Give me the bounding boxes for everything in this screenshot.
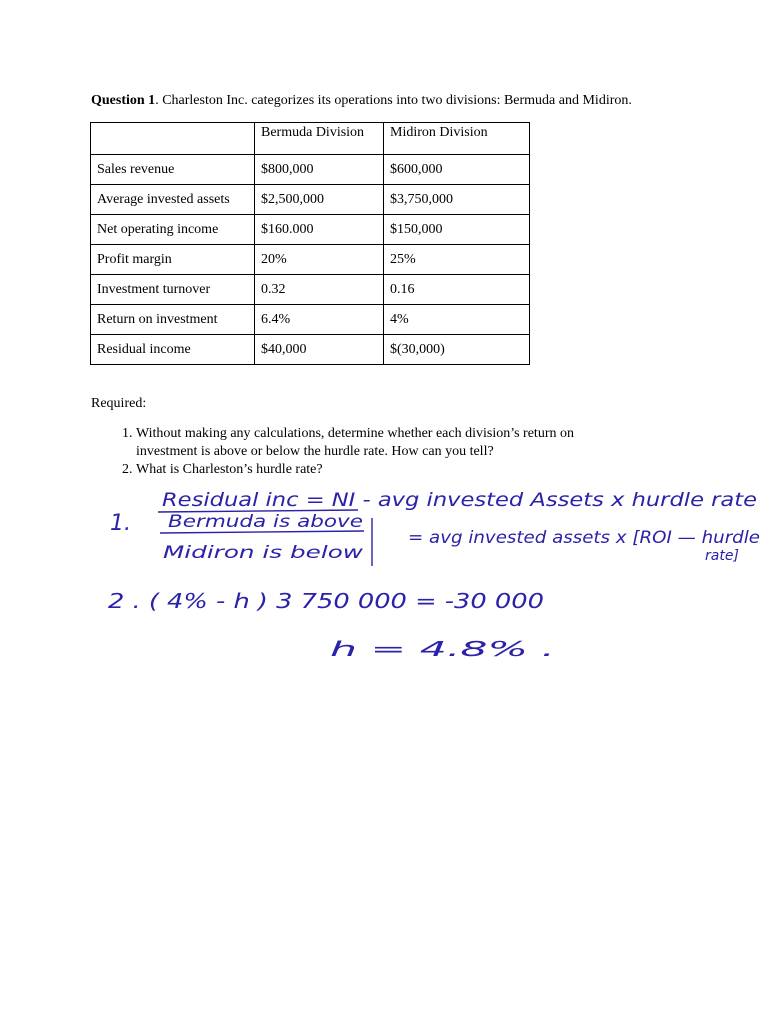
table-row [91, 215, 530, 245]
requirement-item: 2. What is Charleston’s hurdle rate? [136, 461, 636, 479]
bermuda-value: 6.4% [255, 305, 384, 335]
requirement-item: 1. Without making any calculations, determine whether each division’s return on investment is above or below the hurdle rate. How can you tell? [136, 425, 636, 461]
table-header-row [91, 123, 530, 155]
table-header-cell: Bermuda Division [255, 123, 384, 155]
handwriting-line-1: Residual inc = NI - avg invested Assets x hurdle rate [162, 489, 757, 511]
table-row [91, 155, 530, 185]
requirements-list [110, 425, 636, 479]
handwriting-bermuda: Bermuda is above [168, 512, 363, 532]
table-row [91, 275, 530, 305]
required-heading: Required: [91, 396, 147, 411]
bermuda-value: 20% [255, 245, 384, 275]
bermuda-value: $40,000 [255, 335, 384, 365]
handwriting-equation-2: h = 4.8% . [330, 637, 555, 661]
bermuda-value: $2,500,000 [255, 185, 384, 215]
bermuda-value: $160.000 [255, 215, 384, 245]
underline [158, 510, 358, 512]
table-row [91, 185, 530, 215]
row-label: Net operating income [91, 215, 255, 245]
table-row [91, 245, 530, 275]
bermuda-value: $800,000 [255, 155, 384, 185]
midiron-value: $(30,000) [384, 335, 530, 365]
row-label: Residual income [91, 335, 255, 365]
handwriting-equation-1: 2 . ( 4% - h ) 3 750 000 = -30 000 [108, 589, 544, 613]
row-label: Sales revenue [91, 155, 255, 185]
midiron-value: 25% [384, 245, 530, 275]
midiron-value: $3,750,000 [384, 185, 530, 215]
handwriting-line-2: = avg invested assets x [ROI — hurdle [408, 528, 760, 548]
table-header-cell [91, 123, 255, 155]
underline [160, 531, 364, 533]
question-heading [91, 93, 632, 109]
row-label: Return on investment [91, 305, 255, 335]
handwriting-midiron: Midiron is below [163, 543, 364, 563]
midiron-value: $600,000 [384, 155, 530, 185]
midiron-value: $150,000 [384, 215, 530, 245]
table-header-cell: Midiron Division [384, 123, 530, 155]
row-label: Average invested assets [91, 185, 255, 215]
question-label: Question 1 [91, 93, 156, 108]
table-row [91, 335, 530, 365]
division-table [90, 122, 530, 365]
handwriting-line-2b: rate] [705, 548, 739, 564]
row-label: Profit margin [91, 245, 255, 275]
question-text: . Charleston Inc. categorizes its operations into two divisions: Bermuda and Midiron. [155, 93, 632, 108]
row-label: Investment turnover [91, 275, 255, 305]
answer-number-1: 1. [110, 511, 131, 536]
midiron-value: 4% [384, 305, 530, 335]
bermuda-value: 0.32 [255, 275, 384, 305]
midiron-value: 0.16 [384, 275, 530, 305]
table-row [91, 305, 530, 335]
